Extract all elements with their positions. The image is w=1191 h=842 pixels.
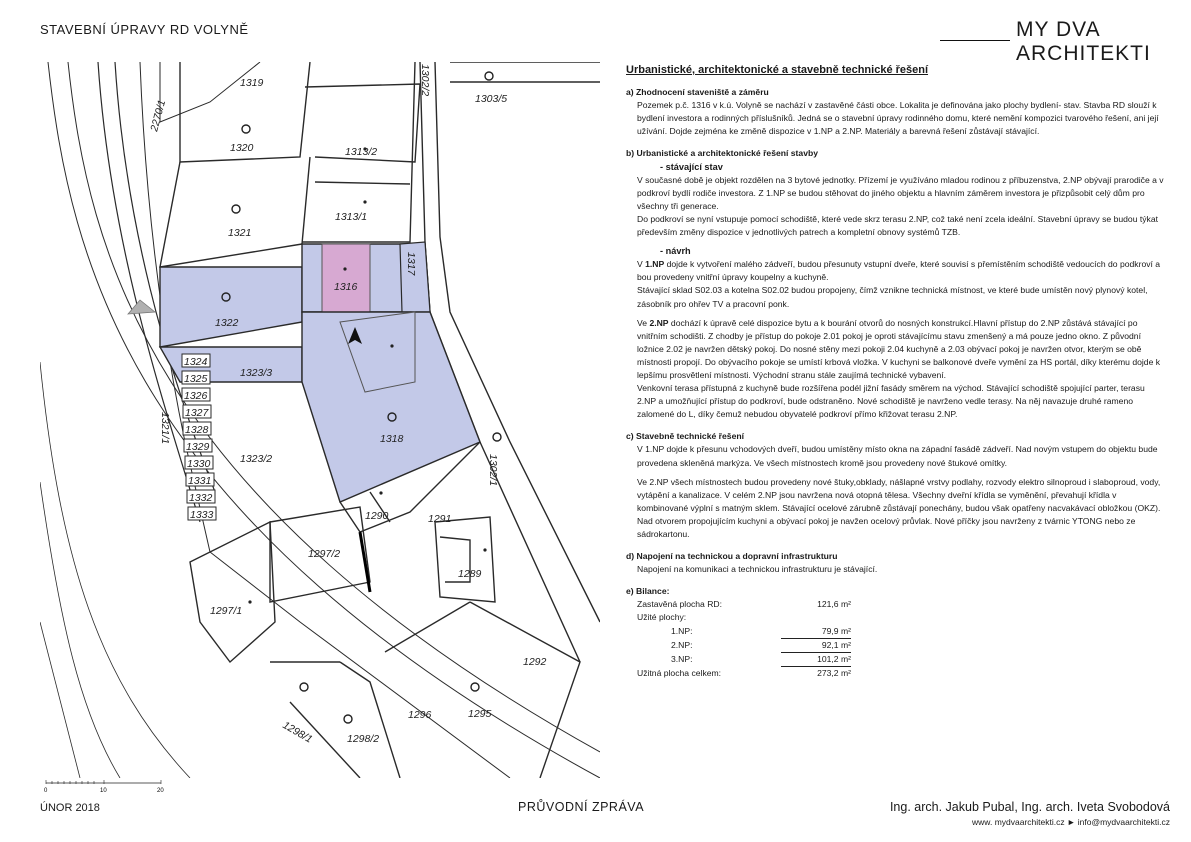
table-row <box>637 666 851 680</box>
text: dojde k vytvoření malého zádveří, budou přesunuty vstupní dveře, které souvisí s přemístěním schodiště vedoucích do podkroví a bou provedeny vnitřní úpravy koupelny a kuchyně. <box>637 259 1161 283</box>
plot-label: 1289 <box>458 568 482 580</box>
plot-label: 1321/1 <box>159 412 171 445</box>
plot-label: 1291 <box>428 513 452 525</box>
section-c-heading: c) Stavebně technické řešení <box>626 431 744 442</box>
section-d-heading: d) Napojení na technickou a dopravní infrastrukturu <box>626 551 838 562</box>
balance-value: 273,2 m² <box>817 667 851 678</box>
plot-label: 1295 <box>468 708 492 720</box>
subheading-existing: - stávající stav <box>660 161 723 172</box>
scale-tick: 10 <box>100 788 107 794</box>
plot-label: 1329 <box>186 441 210 453</box>
section-b-heading: b) Urbanistické a architektonické řešení stavby <box>626 148 819 159</box>
plot-label: 1326 <box>184 390 208 402</box>
scale-tick: 20 <box>157 788 164 794</box>
plot-label: 1297/1 <box>210 605 243 617</box>
paragraph: Venkovní terasa přístupná z kuchyně bude rozšířena podél jižní fasády směrem na východ. Stávající schodiště spojující parter, terasu 2.NP a umožňující přístup do podkroví, bude odstraněno. Nové schodiště je navrženo vedle terasy. Na něj navazuje druhé rameno zalomené do L, díky čemuž nebudou obyvatelé podkroví přímo křižovat terasu 2.NP. <box>637 383 1145 420</box>
plot-label: 1330 <box>187 458 211 470</box>
balance-value: 92,1 m² <box>781 638 851 652</box>
architect-logo <box>940 18 1172 65</box>
section-e <box>626 585 1166 680</box>
plot-label: 1297/2 <box>308 548 341 560</box>
balance-value: 101,2 m² <box>781 652 851 666</box>
plot-label: 1313/2 <box>345 146 378 158</box>
balance-value: 121,6 m² <box>817 599 851 610</box>
report-text <box>626 64 1166 689</box>
table-row <box>637 625 851 639</box>
scale-tick: 0 <box>44 788 48 794</box>
plot-label: 1319 <box>240 77 264 89</box>
paragraph: V současné době je objekt rozdělen na 3 bytové jednotky. Přízemí je využíváno mladou rodinou z příbuzenstva, 2.NP obývají prarodiče a v podkroví bydlí rodiče investora. Z 1.NP se budou stěhovat do jiného objektu a hlavním záměrem investora je přizpůsobit celý dům pro všechny tři generace. <box>637 174 1164 211</box>
plot-label: 1298/2 <box>347 733 380 745</box>
paragraph: Do podkroví se nyní vstupuje pomocí schodiště, které vede skrz terasu 2.NP, což také není zcela ideální. Stavební úpravy se budou týkat především změny dispozice v jednotlivých patrech a kompletní obnovy systémů TZB. <box>637 213 1159 238</box>
plot-label: 1332 <box>189 492 213 504</box>
section-d <box>626 550 1166 576</box>
subheading-design: - návrh <box>660 246 691 257</box>
plot-label: 1323/2 <box>240 453 273 465</box>
paragraph <box>626 258 1166 284</box>
plot-label: 1323/3 <box>240 367 273 379</box>
balance-value: 79,9 m² <box>781 625 851 639</box>
plot-label: 1298/1 <box>280 719 315 746</box>
balance-label: Zastavěná plocha RD: <box>637 599 723 610</box>
report-title: Urbanistické, architektonické a stavebně technické řešení <box>626 64 929 76</box>
plot-label: 1325 <box>184 373 208 385</box>
plot-label: 1303/5 <box>475 93 508 105</box>
section-e-heading: e) Bilance: <box>626 586 670 597</box>
plot-label: 1333 <box>190 509 214 521</box>
house-footprint <box>322 244 370 312</box>
plot-label: 1316 <box>334 281 358 293</box>
logo-line <box>940 40 1010 41</box>
document-title: STAVEBNÍ ÚPRAVY RD VOLYNĚ <box>40 22 249 37</box>
scale-bar <box>40 780 180 800</box>
table-row <box>637 638 851 652</box>
plot-label: 1320 <box>230 142 254 154</box>
plot-label: 1302/2 <box>419 64 431 97</box>
balance-label: Užité plochy: <box>637 612 687 623</box>
plot-label: 1290 <box>365 510 389 522</box>
plot-label: 1317 <box>405 252 417 276</box>
plot-label: 1318 <box>380 433 404 445</box>
plot-label: 1321 <box>228 227 252 239</box>
floor-label: 2.NP <box>649 317 669 328</box>
paragraph: Ve 2.NP všech místnostech budou provedeny nové štuky,obklady, nášlapné vrstvy podlahy, rozvody elektro silnoproud i slaboproud, vody, vytápění a kanalizace. V celém 2.NP jsou navržena nová otopná tělesa. Všechny dveřní křídla se vyměnění, převahují křídla v kombinované výplní s matným sklem. Stávající ocelové zárubně zůstávají ponechány, budou však opatřeny nacvakávací obložkou (OKZ). Nad otvorem propojujícím kuchyni a obývací pokoj je navžen ocelový průvlak. Nové příčky jsou navrženy z tvárnic YTONG nebo ze sádrokartonu. <box>637 476 1161 539</box>
section-a-text: Pozemek p.č. 1316 v k.ú. Volyně se nachází v zastavěné části obce. Lokalita je definována jako plochy bydlení- stav. Stavba RD slouží k bydlení investora a rodinných příslušníků. Jedná se o stavební úpravy rodinného domu, které nemění kompozici tvarového řešení, ani její užívání. Dojde zejména ke změně dispozice v 1.NP a 2.NP. Materiály a barevná řešení zůstávají stávající. <box>637 100 1159 137</box>
plot-label: 1302/1 <box>487 454 499 487</box>
paragraph: Stávající sklad S02.03 a kotelna S02.02 budou propojeny, čímž vznikne technická místnost, ve které bude umístěn nový plynový kotel, zásobník pro ohřev TV a pracovní ponk. <box>637 285 1148 309</box>
parcel-1322 <box>160 267 302 347</box>
parcel-1323-3 <box>160 347 302 382</box>
balance-value <box>781 611 851 624</box>
floor-label: 1.NP <box>645 259 665 270</box>
balance-label: 3.NP: <box>671 653 693 664</box>
cadastral-map-svg <box>40 62 600 778</box>
plot-label: 1296 <box>408 709 432 721</box>
table-row <box>637 611 851 624</box>
section-b <box>626 147 1166 421</box>
plot-label: 1292 <box>523 656 547 668</box>
document-type: PRŮVODNÍ ZPRÁVA <box>518 800 645 814</box>
table-row <box>637 598 851 611</box>
section-a <box>626 86 1166 138</box>
plot-label: 1313/1 <box>335 211 368 223</box>
cadastral-map <box>40 62 600 778</box>
paragraph: Napojení na komunikaci a technickou infrastrukturu je stávající. <box>637 564 878 575</box>
section-a-heading: a) Zhodnocení staveniště a záměru <box>626 87 769 98</box>
plot-label: 1331 <box>188 475 212 487</box>
plot-label: 2270/1 <box>148 98 169 133</box>
plot-label: 1327 <box>185 407 209 419</box>
text: V <box>637 259 646 270</box>
contact-web: www. mydvaarchitekti.cz ► info@mydvaarchitekti.cz <box>972 817 1170 827</box>
paragraph: V 1.NP dojde k přesunu vchodových dveří, budou umístěny místo okna na západní fasádě zádveří. Nad novým vstupem do objektu bude provedena skleněná markýza. Ve všech místnostech kromě jsou provedeny nové štukové omítky. <box>637 444 1158 468</box>
balance-label: 1.NP: <box>671 625 693 636</box>
plot-label: 1328 <box>185 424 209 436</box>
paragraph <box>626 317 1166 382</box>
plot-label: 1322 <box>215 317 239 329</box>
plot-label: 1324 <box>184 356 208 368</box>
text: dochází k úpravě celé dispozice bytu a k bourání otvorů do nosných konstrukcí.Hlavní přístup do 2.NP zůstává stávající po vnitřním schodišti. Z chodby je přístup do pokoje 2.01 pokoj je oproti stávajícímu stavu zmenšený a má pouze jedno okno. Z původní ložnice 2.02 je navržen dětský pokoj. Do nosné stěny mezi pokoji 2.04 kuchyně a 2.03 obývací pokoj je navržen otvor, kterým se obě místnosti propojí. Do obývacího pokoje se umístí krbová vložka. V kuchyni se balkonové dveře vymění za HS portál, díky kterému dojde k lepšímu prosvětlení místnosti. Východní stranu stále zaujímá technické vybavení. <box>637 317 1161 380</box>
logo-text: MY DVA ARCHITEKTI <box>1016 18 1151 65</box>
table-row <box>637 652 851 666</box>
document-date: ÚNOR 2018 <box>40 802 100 814</box>
text: Ve <box>637 317 650 328</box>
entrance-arrow-icon <box>128 300 155 314</box>
balance-label: Užitná plocha celkem: <box>637 667 722 678</box>
section-c <box>626 430 1166 541</box>
balance-table <box>637 598 851 680</box>
balance-label: 2.NP: <box>671 639 693 650</box>
document-authors: Ing. arch. Jakub Pubal, Ing. arch. Iveta Svobodová <box>889 800 1170 814</box>
